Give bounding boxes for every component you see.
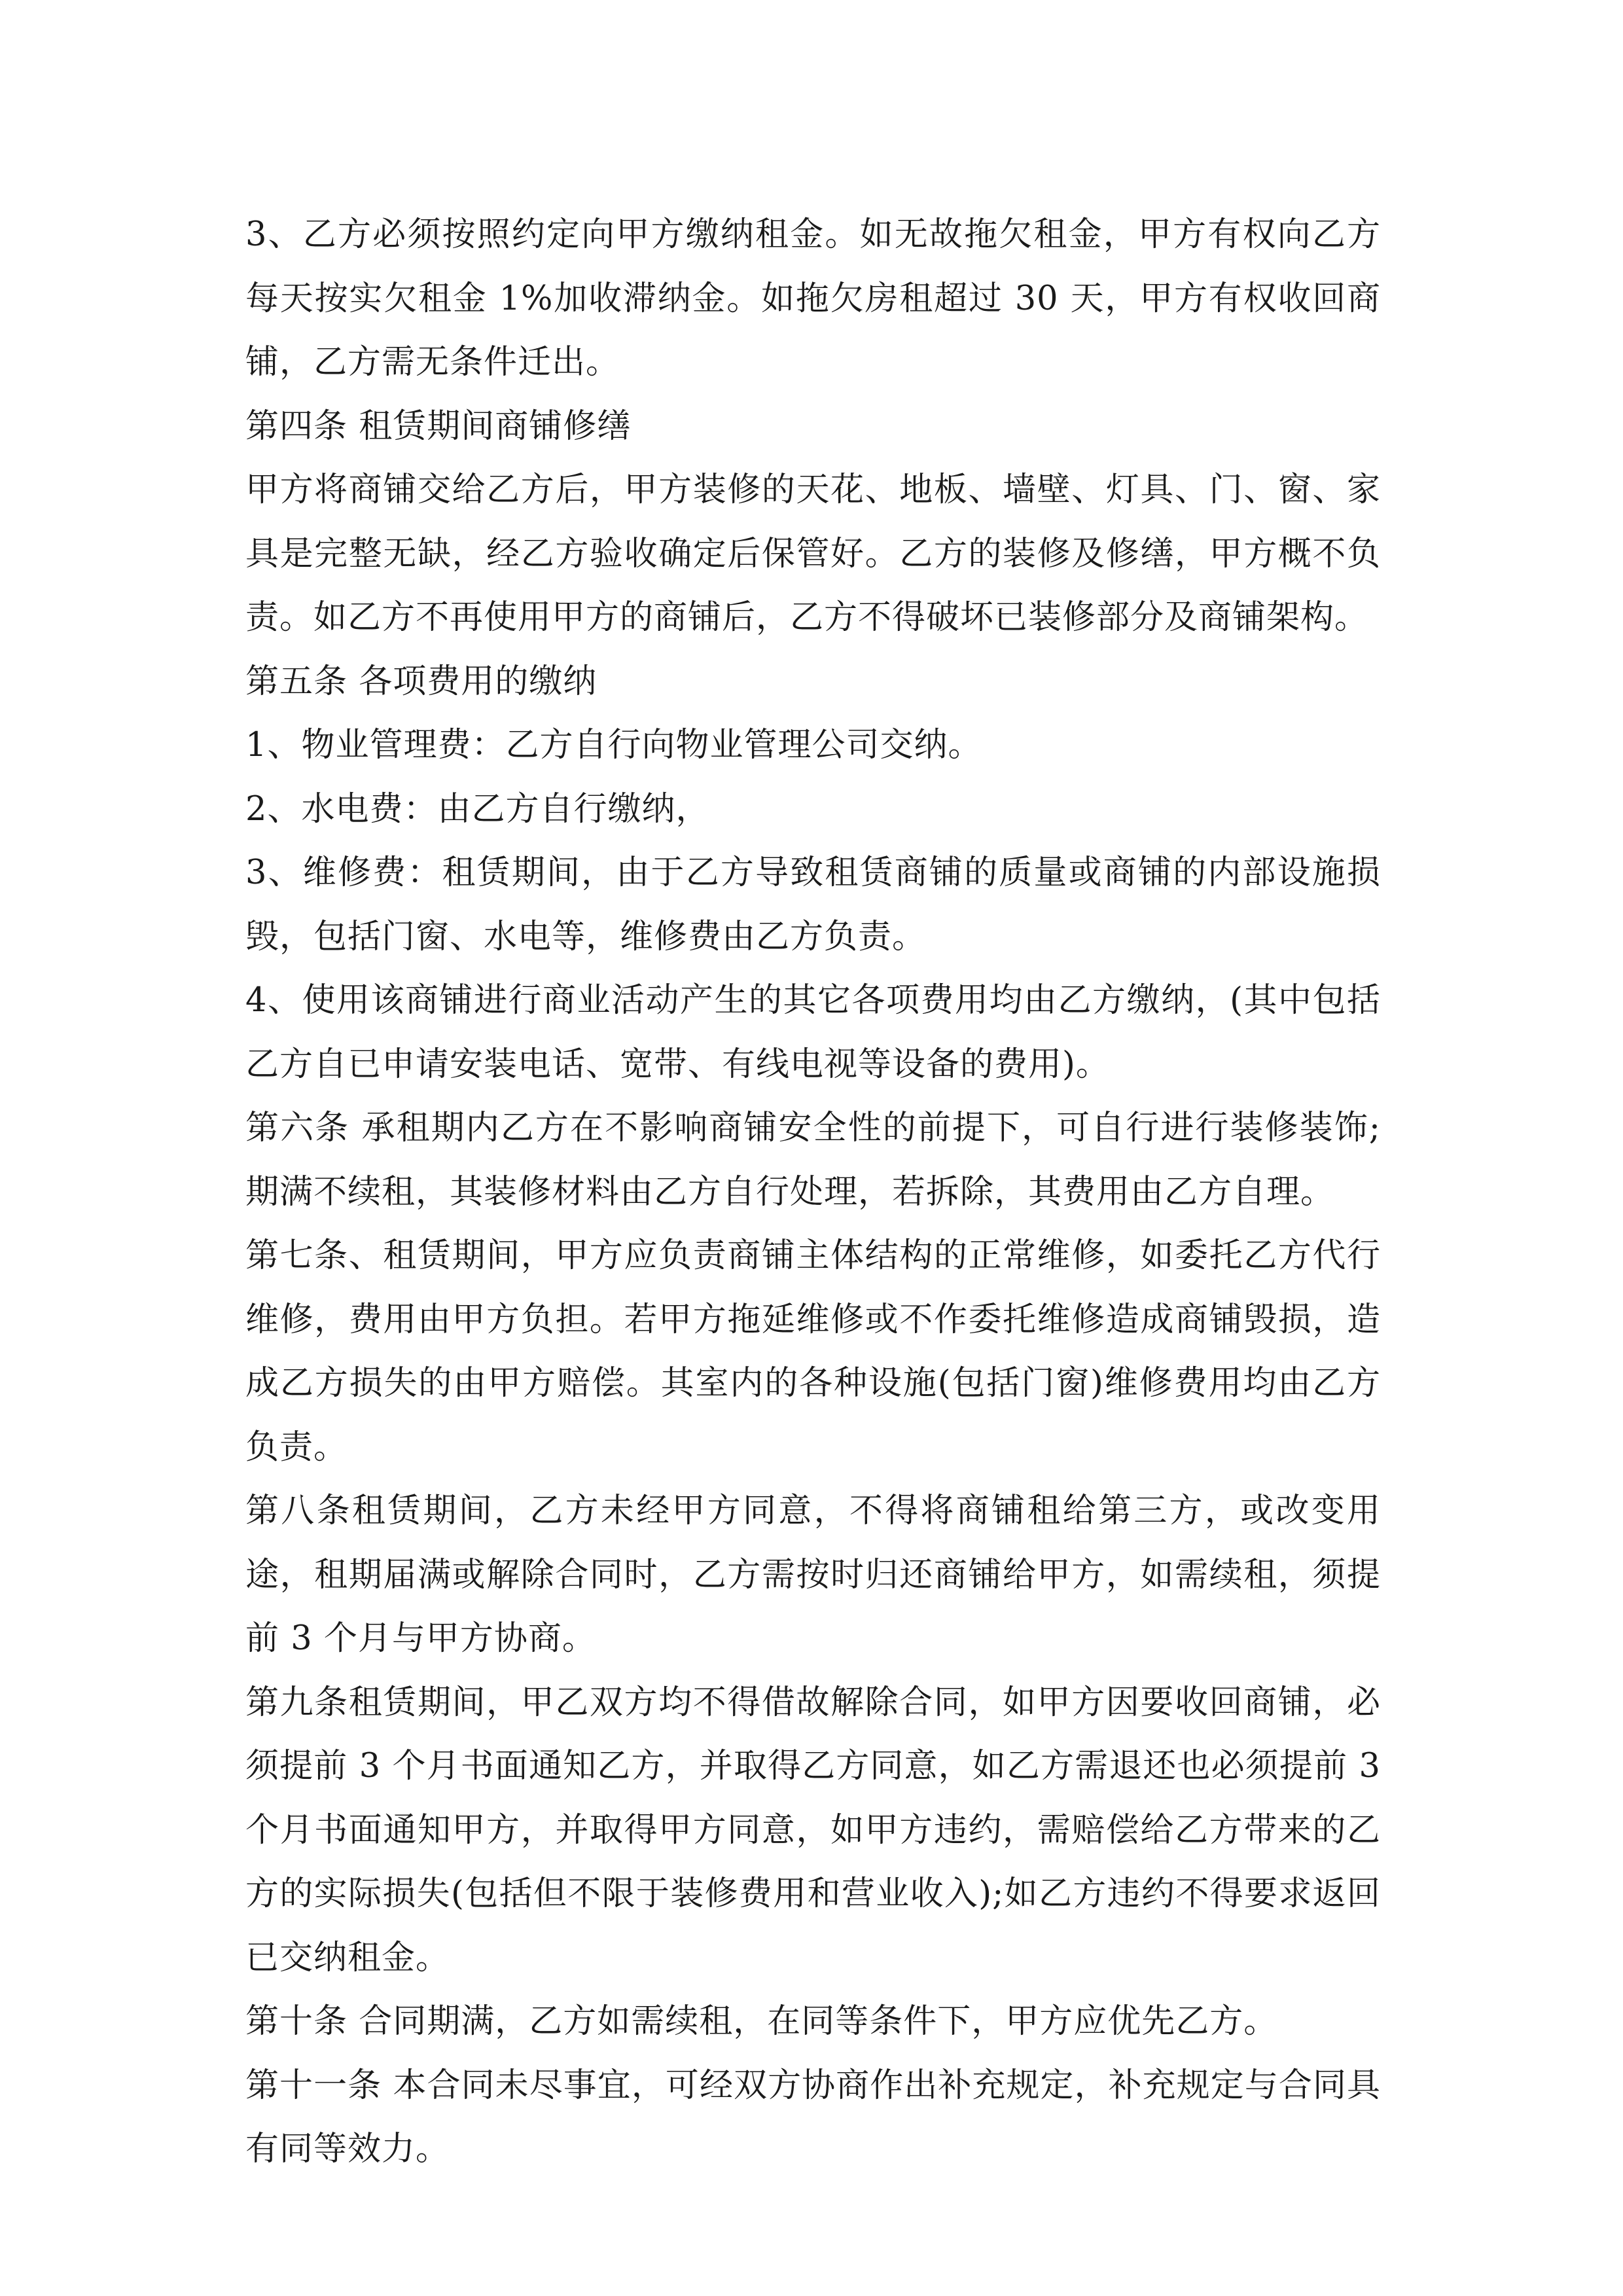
article-9: 第九条租赁期间，甲乙双方均不得借故解除合同，如甲方因要收回商铺，必须提前 3 个月书面通知乙方，并取得乙方同意，如乙方需退还也必须提前 3 个月书面通知甲方，并取得甲方同意，如甲方违约，需赔偿给乙方带来的乙方的实际损失(包括但不限于装修费用和营业收入);如乙方违约不得要求返回已交纳租金。 [245, 1683, 1381, 1977]
article-5-item-4: 4、使用该商铺进行商业活动产生的其它各项费用均由乙方缴纳，(其中包括乙方自已申请安装电话、宽带、有线电视等设备的费用)。 [245, 981, 1381, 1084]
article-7: 第七条、租赁期间，甲方应负责商铺主体结构的正常维修，如委托乙方代行维修，费用由甲方负担。若甲方拖延维修或不作委托维修造成商铺毁损，造成乙方损失的由甲方赔偿。其室内的各种设施(包括门窗)维修费用均由乙方负责。 [245, 1236, 1381, 1467]
clause-3-rent-payment: 3、乙方必须按照约定向甲方缴纳租金。如无故拖欠租金，甲方有权向乙方每天按实欠租金 1%加收滞纳金。如拖欠房租超过 30 天，甲方有权收回商铺，乙方需无条件迁出。 [245, 215, 1381, 382]
article-4-heading: 第四条 租赁期间商铺修缮 [245, 406, 632, 446]
article-5-heading: 第五条 各项费用的缴纳 [245, 662, 597, 701]
article-4-body: 甲方将商铺交给乙方后，甲方装修的天花、地板、墙壁、灯具、门、窗、家具是完整无缺，经乙方验收确定后保管好。乙方的装修及修缮，甲方概不负责。如乙方不再使用甲方的商铺后，乙方不得破坏已装修部分及商铺架构。 [245, 471, 1381, 637]
article-10: 第十条 合同期满，乙方如需续租，在同等条件下，甲方应优先乙方。 [245, 2002, 1278, 2041]
article-6: 第六条 承租期内乙方在不影响商铺安全性的前提下，可自行进行装修装饰;期满不续租，其装修材料由乙方自行处理，若拆除，其费用由乙方自理。 [245, 1109, 1381, 1211]
article-8: 第八条租赁期间，乙方未经甲方同意，不得将商铺租给第三方，或改变用途，租期届满或解除合同时，乙方需按时归还商铺给甲方，如需续租，须提前 3 个月与甲方协商。 [245, 1492, 1381, 1658]
article-5-item-3: 3、维修费：租赁期间，由于乙方导致租赁商铺的质量或商铺的内部设施损毁，包括门窗、水电等，维修费由乙方负责。 [245, 853, 1381, 956]
article-5-item-2: 2、水电费：由乙方自行缴纳， [245, 789, 710, 829]
article-11: 第十一条 本合同未尽事宜，可经双方协商作出补充规定，补充规定与合同具有同等效力。 [245, 2066, 1381, 2168]
contract-body [245, 203, 1381, 2181]
article-5-item-1: 1、物业管理费：乙方自行向物业管理公司交纳。 [245, 726, 982, 764]
